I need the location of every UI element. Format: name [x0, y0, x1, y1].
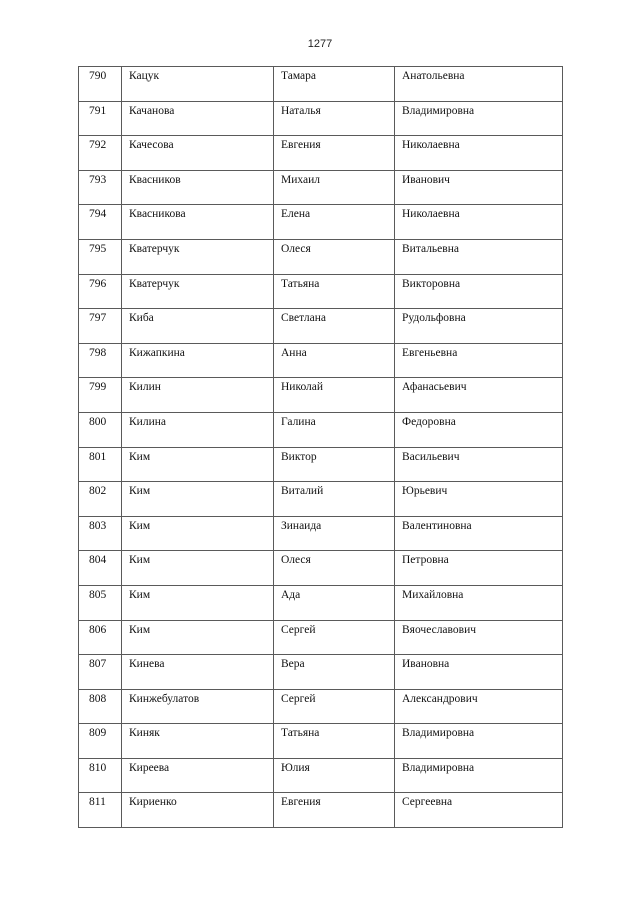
- last-name-cell: Киняк: [122, 724, 274, 759]
- first-name-cell: Елена: [274, 205, 395, 240]
- last-name-cell: Ким: [122, 482, 274, 517]
- roster-table: [78, 66, 563, 828]
- row-number-cell: 791: [79, 101, 122, 136]
- patronymic-cell: Владимировна: [395, 101, 563, 136]
- first-name-cell: Зинаида: [274, 516, 395, 551]
- row-number-cell: 798: [79, 343, 122, 378]
- patronymic-cell: Николаевна: [395, 205, 563, 240]
- first-name-cell: Вера: [274, 655, 395, 690]
- first-name-cell: Евгения: [274, 793, 395, 828]
- last-name-cell: Ким: [122, 620, 274, 655]
- first-name-cell: Татьяна: [274, 724, 395, 759]
- first-name-cell: Татьяна: [274, 274, 395, 309]
- row-number-cell: 790: [79, 67, 122, 102]
- table-row: [79, 482, 563, 517]
- table-row: [79, 758, 563, 793]
- row-number-cell: 800: [79, 412, 122, 447]
- patronymic-cell: Сергеевна: [395, 793, 563, 828]
- table-row: [79, 67, 563, 102]
- first-name-cell: Виталий: [274, 482, 395, 517]
- table-row: [79, 447, 563, 482]
- last-name-cell: Кватерчук: [122, 239, 274, 274]
- last-name-cell: Ким: [122, 585, 274, 620]
- patronymic-cell: Иванович: [395, 170, 563, 205]
- row-number-cell: 807: [79, 655, 122, 690]
- table-row: [79, 516, 563, 551]
- first-name-cell: Светлана: [274, 309, 395, 344]
- last-name-cell: Квасникова: [122, 205, 274, 240]
- row-number-cell: 795: [79, 239, 122, 274]
- first-name-cell: Юлия: [274, 758, 395, 793]
- row-number-cell: 799: [79, 378, 122, 413]
- patronymic-cell: Рудольфовна: [395, 309, 563, 344]
- last-name-cell: Киреева: [122, 758, 274, 793]
- first-name-cell: Олеся: [274, 551, 395, 586]
- first-name-cell: Тамара: [274, 67, 395, 102]
- patronymic-cell: Владимировна: [395, 758, 563, 793]
- row-number-cell: 797: [79, 309, 122, 344]
- patronymic-cell: Николаевна: [395, 136, 563, 171]
- table-row: [79, 655, 563, 690]
- last-name-cell: Килин: [122, 378, 274, 413]
- last-name-cell: Ким: [122, 447, 274, 482]
- table-row: [79, 689, 563, 724]
- last-name-cell: Кватерчук: [122, 274, 274, 309]
- patronymic-cell: Викторовна: [395, 274, 563, 309]
- row-number-cell: 794: [79, 205, 122, 240]
- table-row: [79, 170, 563, 205]
- first-name-cell: Евгения: [274, 136, 395, 171]
- last-name-cell: Киба: [122, 309, 274, 344]
- table-row: [79, 136, 563, 171]
- patronymic-cell: Ивановна: [395, 655, 563, 690]
- last-name-cell: Ким: [122, 551, 274, 586]
- table-row: [79, 239, 563, 274]
- row-number-cell: 808: [79, 689, 122, 724]
- first-name-cell: Олеся: [274, 239, 395, 274]
- patronymic-cell: Петровна: [395, 551, 563, 586]
- table-row: [79, 378, 563, 413]
- last-name-cell: Кириенко: [122, 793, 274, 828]
- first-name-cell: Анна: [274, 343, 395, 378]
- last-name-cell: Качесова: [122, 136, 274, 171]
- patronymic-cell: Федоровна: [395, 412, 563, 447]
- row-number-cell: 809: [79, 724, 122, 759]
- row-number-cell: 802: [79, 482, 122, 517]
- row-number-cell: 804: [79, 551, 122, 586]
- table-row: [79, 343, 563, 378]
- first-name-cell: Сергей: [274, 689, 395, 724]
- page-number: 1277: [307, 38, 333, 50]
- first-name-cell: Галина: [274, 412, 395, 447]
- first-name-cell: Ада: [274, 585, 395, 620]
- last-name-cell: Качанова: [122, 101, 274, 136]
- table-row: [79, 101, 563, 136]
- table-row: [79, 585, 563, 620]
- first-name-cell: Николай: [274, 378, 395, 413]
- first-name-cell: Сергей: [274, 620, 395, 655]
- patronymic-cell: Афанасьевич: [395, 378, 563, 413]
- row-number-cell: 796: [79, 274, 122, 309]
- last-name-cell: Кижапкина: [122, 343, 274, 378]
- patronymic-cell: Валентиновна: [395, 516, 563, 551]
- row-number-cell: 805: [79, 585, 122, 620]
- first-name-cell: Виктор: [274, 447, 395, 482]
- patronymic-cell: Васильевич: [395, 447, 563, 482]
- table-row: [79, 412, 563, 447]
- row-number-cell: 810: [79, 758, 122, 793]
- row-number-cell: 811: [79, 793, 122, 828]
- roster-body: [79, 67, 563, 828]
- row-number-cell: 801: [79, 447, 122, 482]
- last-name-cell: Квасников: [122, 170, 274, 205]
- table-row: [79, 274, 563, 309]
- first-name-cell: Наталья: [274, 101, 395, 136]
- patronymic-cell: Александрович: [395, 689, 563, 724]
- row-number-cell: 803: [79, 516, 122, 551]
- last-name-cell: Ким: [122, 516, 274, 551]
- table-row: [79, 620, 563, 655]
- patronymic-cell: Михайловна: [395, 585, 563, 620]
- last-name-cell: Кинжебулатов: [122, 689, 274, 724]
- patronymic-cell: Владимировна: [395, 724, 563, 759]
- last-name-cell: Килина: [122, 412, 274, 447]
- table-row: [79, 309, 563, 344]
- row-number-cell: 792: [79, 136, 122, 171]
- patronymic-cell: Юрьевич: [395, 482, 563, 517]
- patronymic-cell: Евгеньевна: [395, 343, 563, 378]
- first-name-cell: Михаил: [274, 170, 395, 205]
- patronymic-cell: Анатольевна: [395, 67, 563, 102]
- patronymic-cell: Витальевна: [395, 239, 563, 274]
- last-name-cell: Кинева: [122, 655, 274, 690]
- row-number-cell: 806: [79, 620, 122, 655]
- table-row: [79, 724, 563, 759]
- table-row: [79, 551, 563, 586]
- last-name-cell: Кацук: [122, 67, 274, 102]
- row-number-cell: 793: [79, 170, 122, 205]
- patronymic-cell: Вяочеславович: [395, 620, 563, 655]
- table-row: [79, 793, 563, 828]
- table-row: [79, 205, 563, 240]
